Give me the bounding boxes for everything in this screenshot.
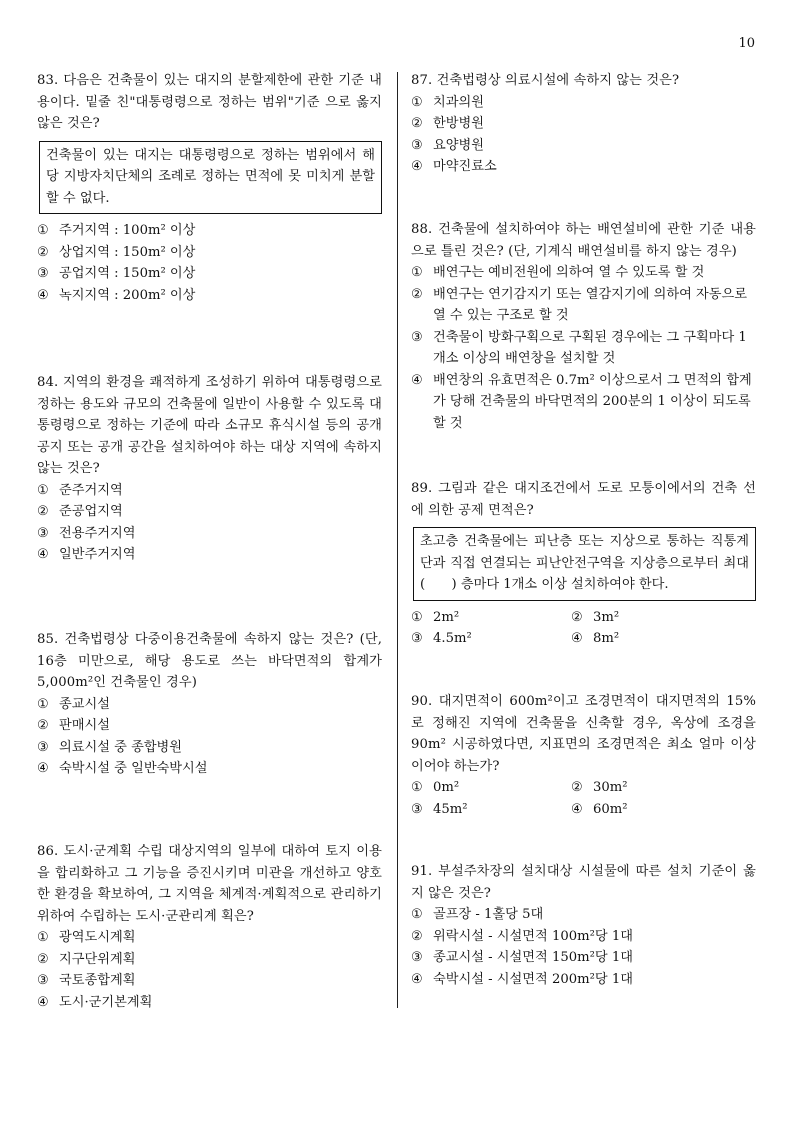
option-number: ③ [37,525,49,541]
option-text: 요양병원 [433,137,484,153]
option-number: ① [37,223,49,238]
column-divider [397,72,398,1008]
option-text: 45m² [433,801,468,817]
option-text: 4.5m² [433,631,472,646]
question-85 [37,629,382,780]
option-number: ① [37,482,49,498]
option-number: ③ [411,631,423,646]
question-84 [37,372,382,566]
option-number: ① [37,930,49,945]
option [411,777,571,799]
option [411,113,756,135]
option-text: 지구단위계획 [59,951,136,967]
option [571,777,731,799]
question-83 [37,70,382,306]
option-text: 녹지지역 : 200m² 이상 [59,287,196,303]
option-text: 2m² [433,609,460,625]
question-85-options [37,694,382,780]
question-84-options [37,480,382,566]
option [411,156,756,178]
option-number: ③ [411,950,423,965]
option [37,715,382,737]
option [411,607,571,629]
question-84-text: 84. 지역의 환경을 쾌적하게 조성하기 위하여 대통령령으로 정하는 용도와 규모의 건축물에 일반이 사용할 수 있도록 대통령령으로 정하는 기준에 따라 소규모 휴식시설 등의 공개 공지 또는 공개 공간을 설치하여야 하는 대상 지역에 속하지 않는 것은? [37,375,382,476]
option-text: 공업지역 : 150m² 이상 [59,266,196,281]
option [411,92,756,114]
option [411,947,756,969]
option-number: ② [37,504,49,519]
option-number: ④ [37,994,49,1010]
question-87 [411,70,756,178]
option-number: ④ [411,971,423,987]
option-number: ③ [37,973,49,988]
option-number: ① [411,780,423,795]
option-number: ④ [571,631,583,646]
option-text: 숙박시설 중 일반숙박시설 [59,761,208,776]
option-text: 도시·군기본계획 [59,994,153,1010]
option-text: 배연구는 연기감지기 또는 열감지기에 의하여 자동으로 열 수 있는 구조로 할 것 [433,286,747,323]
option-text: 판매시설 [59,718,110,733]
option-text: 60m² [593,801,628,817]
option [37,737,382,759]
question-83-options [37,220,382,306]
option-number: ② [411,928,423,944]
question-83-box: 건축물이 있는 대지는 대통령령으로 정하는 범위에서 해당 지방자치단체의 조례로 정하는 면적에 못 미치게 분할할 수 없다. [39,141,382,215]
option-text: 종교시설 [59,696,110,712]
question-86-options [37,927,382,1013]
option-number: ① [411,265,423,280]
option [411,135,756,157]
option [37,694,382,716]
option [37,501,382,523]
option-number: ② [571,780,583,795]
option-text: 치과의원 [433,94,484,110]
option-text: 준공업지역 [59,504,123,519]
option-number: ① [411,907,423,922]
option-number: ③ [411,137,423,153]
option [411,969,756,991]
option-text: 위락시설 - 시설면적 100m²당 1대 [433,928,633,944]
option-text: 3m² [593,609,620,625]
option-number: ② [37,718,49,733]
option-number: ④ [37,761,49,776]
option [37,970,382,992]
question-89-text: 89. 그림과 같은 대지조건에서 도로 모퉁이에서의 건축 선에 의한 공제 면적은? [411,481,756,518]
option [411,262,756,284]
option [37,480,382,502]
option-number: ① [37,696,49,712]
question-90-options [411,777,756,820]
option-text: 국토종합계획 [59,973,136,988]
option [411,799,571,821]
question-88-options [411,262,756,434]
option-text: 건축물이 방화구획으로 구획된 경우에는 그 구획마다 1개소 이상의 배연창을 설치할 것 [433,329,747,366]
page-number: 10 [738,36,755,51]
option [37,758,382,780]
option-text: 8m² [593,631,620,646]
question-91 [411,861,756,990]
option-number: ④ [571,801,583,817]
option [571,799,731,821]
option [37,949,382,971]
option-text: 주거지역 : 100m² 이상 [59,223,196,238]
option [37,544,382,566]
option-text: 골프장 - 1홀당 5대 [433,907,544,922]
option [571,628,731,650]
option-number: ① [411,94,423,110]
option [411,926,756,948]
option-text: 상업지역 : 150m² 이상 [59,244,196,260]
option [411,327,756,370]
option-text: 배연구는 예비전원에 의하여 열 수 있도록 할 것 [433,265,705,280]
option-number: ④ [37,547,49,562]
option-text: 준주거지역 [59,482,123,498]
question-91-text: 91. 부설주차장의 설치대상 시설물에 따른 설치 기준이 옳지 않은 것은? [411,864,756,901]
option-number: ③ [37,739,49,755]
question-86 [37,841,382,1013]
option-text: 의료시설 중 종합병원 [59,739,183,755]
option-number: ③ [37,266,49,281]
option-number: ③ [411,801,423,817]
option-number: ④ [411,372,423,388]
option-text: 숙박시설 - 시설면적 200m²당 1대 [433,971,633,987]
question-90-text: 90. 대지면적이 600m²이고 조경면적이 대지면적의 15%로 정해진 지역에 건축물을 신축할 경우, 옥상에 조경을 90m² 시공하였다면, 지표면의 조경면적은 최소 얼마 이상이어야 하는가? [411,694,756,774]
option-number: ② [571,609,583,625]
question-83-text: 83. 다음은 건축물이 있는 대지의 분할제한에 관한 기준 내용이다. 밑줄 친"대통령령으로 정하는 범위"기준 으로 옳지 않은 것은? [37,73,382,131]
option-number: ② [411,286,423,302]
question-89-options [411,607,756,650]
option [411,370,756,435]
option-text: 30m² [593,780,628,795]
option-number: ③ [411,329,423,345]
option [37,242,382,264]
option [411,284,756,327]
option [37,523,382,545]
option-number: ② [37,951,49,967]
option [37,927,382,949]
question-90 [411,691,756,820]
option-text: 0m² [433,780,460,795]
option-number: ② [411,116,423,131]
question-85-text: 85. 건축법령상 다중이용건축물에 속하지 않는 것은? (단, 16층 미만으로, 해당 용도로 쓰는 바닥면적의 합계가 5,000m²인 건축물인 경우) [37,632,382,690]
option [411,628,571,650]
option [37,263,382,285]
question-86-text: 86. 도시·군계획 수립 대상지역의 일부에 대하여 토지 이용을 합리화하고 그 기능을 증진시키며 미관을 개선하고 양호한 환경을 확보하여, 그 지역을 체계적·계획적으로 관리하기 위하여 수립하는 도시·군관리계 획은? [37,844,382,924]
option [37,285,382,307]
option-text: 배연창의 유효면적은 0.7m² 이상으로서 그 면적의 합계가 당해 건축물의 바닥면적의 200분의 1 이상이 되도록 할 것 [433,372,752,431]
option-number: ④ [37,287,49,303]
option [37,220,382,242]
option-text: 전용주거지역 [59,525,136,541]
option-number: ④ [411,159,423,174]
question-88 [411,219,756,434]
question-89-box: 초고층 건축물에는 피난층 또는 지상으로 통하는 직통계단과 직접 연결되는 피난안전구역을 지상층으로부터 최대 ( ) 층마다 1개소 이상 설치하여야 한다. [413,527,756,601]
option-text: 일반주거지역 [59,547,136,562]
question-87-options [411,92,756,178]
question-91-options [411,904,756,990]
option-number: ② [37,244,49,260]
option-text: 마약진료소 [433,159,497,174]
question-88-text: 88. 건축물에 설치하여야 하는 배연설비에 관한 기준 내용으로 틀린 것은? (단, 기계식 배연설비를 하지 않는 경우) [411,222,756,259]
option [571,607,731,629]
option-text: 광역도시계획 [59,930,136,945]
option [411,904,756,926]
option-number: ① [411,609,423,625]
option-text: 한방병원 [433,116,484,131]
option [37,992,382,1014]
question-89 [411,478,756,650]
option-text: 종교시설 - 시설면적 150m²당 1대 [433,950,633,965]
question-87-text: 87. 건축법령상 의료시설에 속하지 않는 것은? [411,73,680,88]
